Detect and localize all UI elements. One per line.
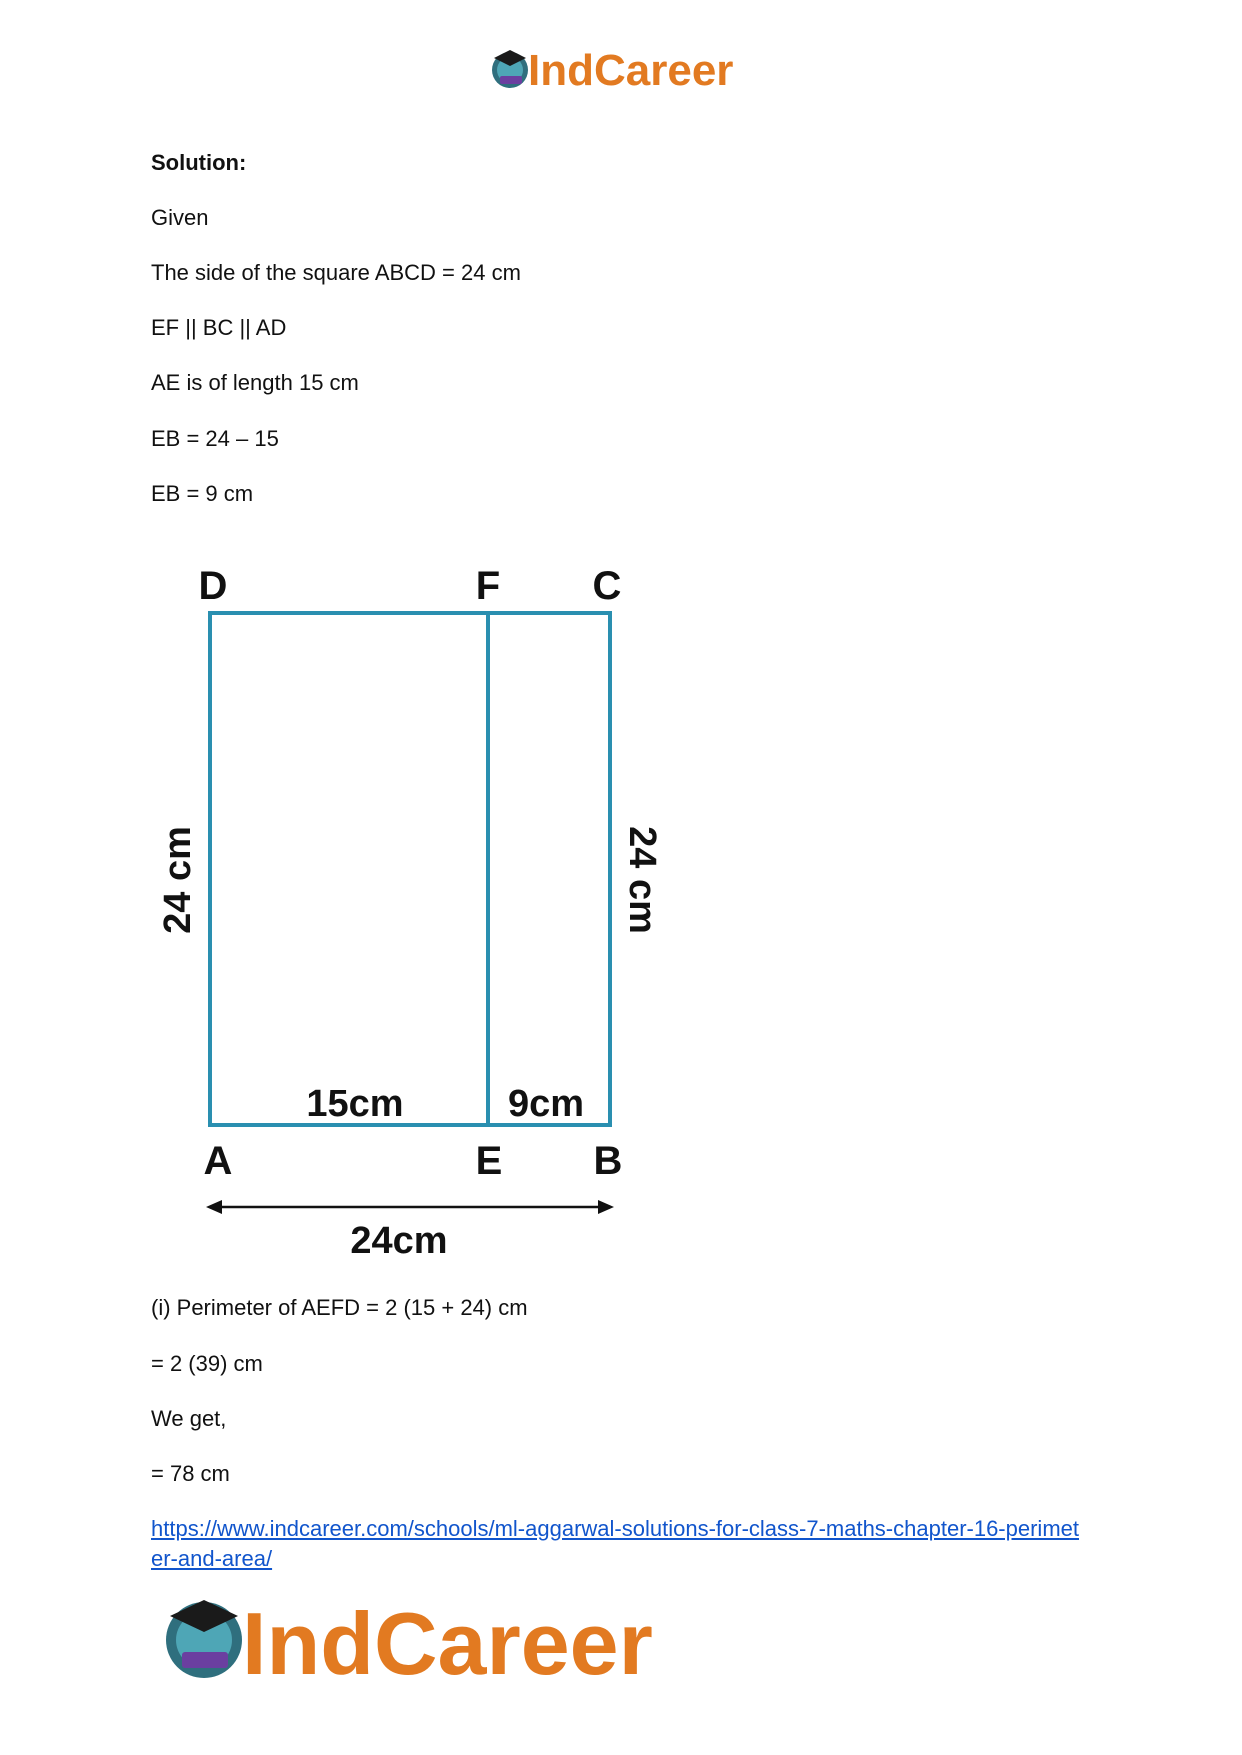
vertex-label-a: A bbox=[203, 1139, 233, 1183]
vertex-label-d: D bbox=[198, 564, 228, 608]
right-side-label: 24 cm bbox=[621, 826, 663, 934]
eb-result-text: EB = 9 cm bbox=[151, 481, 254, 506]
eb-length-label: 9cm bbox=[507, 1083, 585, 1125]
graduation-cap-icon bbox=[492, 50, 528, 88]
perimeter-step-text: = 2 (39) cm bbox=[151, 1351, 263, 1376]
indcareer-logo-bottom bbox=[160, 1582, 710, 1692]
vertex-label-f: F bbox=[475, 564, 501, 608]
given-text: Given bbox=[151, 205, 209, 230]
square-side-text: The side of the square ABCD = 24 cm bbox=[151, 260, 521, 285]
left-side-label: 24 cm bbox=[157, 826, 199, 934]
we-get-text: We get, bbox=[151, 1406, 227, 1431]
eb-equation-text: EB = 24 – 15 bbox=[151, 426, 279, 451]
ae-length-label: 15cm bbox=[306, 1083, 404, 1125]
vertex-label-b: B bbox=[593, 1139, 623, 1183]
ae-length-text: AE is of length 15 cm bbox=[151, 370, 359, 395]
square-diagram bbox=[150, 555, 690, 1275]
perimeter-text: (i) Perimeter of AEFD = 2 (15 + 24) cm bbox=[151, 1295, 528, 1320]
graduation-cap-icon bbox=[166, 1600, 242, 1678]
base-dimension-arrow bbox=[206, 1200, 614, 1214]
logo-text-bottom: IndCareer bbox=[242, 1594, 653, 1692]
base-length-label: 24cm bbox=[350, 1220, 448, 1262]
vertex-label-e: E bbox=[475, 1139, 503, 1183]
source-link[interactable]: https://www.indcareer.com/schools/ml-aggarwal-solutions-for-class-7-maths-chapter-16-perimeter-and-area/ bbox=[151, 1516, 1079, 1571]
perimeter-result-text: = 78 cm bbox=[151, 1461, 230, 1486]
indcareer-logo-top bbox=[488, 40, 768, 96]
logo-text-top: IndCareer bbox=[528, 46, 734, 95]
square-outline bbox=[210, 613, 610, 1125]
solution-heading: Solution: bbox=[151, 150, 247, 175]
parallel-text: EF || BC || AD bbox=[151, 315, 287, 340]
vertex-label-c: C bbox=[592, 564, 622, 608]
